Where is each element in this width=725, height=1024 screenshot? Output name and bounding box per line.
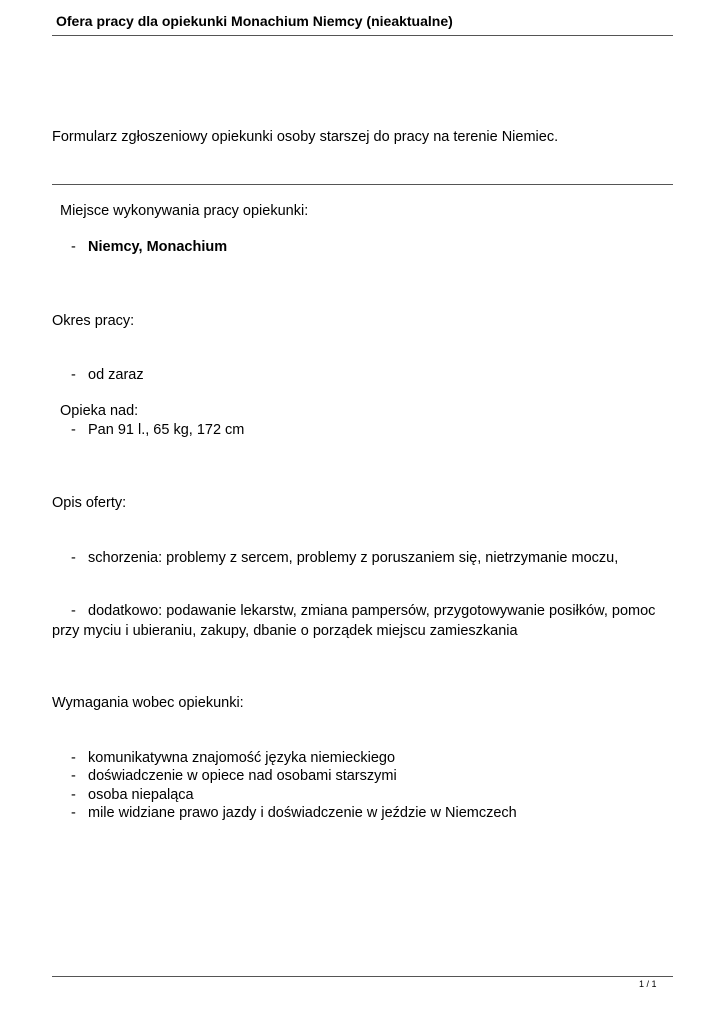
bullet-dash: -: [71, 787, 76, 803]
page-header-title: Ofera pracy dla opiekunki Monachium Niemcy (nieaktualne): [56, 13, 453, 29]
care-heading: Opieka nad:: [60, 403, 139, 419]
care-item: Pan 91 l., 65 kg, 172 cm: [88, 422, 245, 438]
period-heading: Okres pracy:: [52, 313, 135, 329]
intro-text: Formularz zgłoszeniowy opiekunki osoby starszej do pracy na terenie Niemiec.: [52, 129, 559, 145]
page-number: 1 / 1: [639, 979, 657, 989]
requirements-heading: Wymagania wobec opiekunki:: [52, 695, 244, 711]
bullet-dash: -: [71, 603, 76, 619]
requirement-item: mile widziane prawo jazdy i doświadczenie w jeździe w Niemczech: [88, 805, 517, 821]
requirement-item: osoba niepaląca: [88, 787, 194, 803]
intro-divider: [52, 184, 673, 185]
location-heading: Miejsce wykonywania pracy opiekunki:: [60, 203, 309, 219]
offer-item-duties-line1: dodatkowo: podawanie lekarstw, zmiana pampersów, przygotowywanie posiłków, pomoc: [88, 603, 656, 619]
header-divider: [52, 35, 673, 36]
requirement-item: doświadczenie w opiece nad osobami starszymi: [88, 768, 397, 784]
bullet-dash: -: [71, 367, 76, 383]
bullet-dash: -: [71, 550, 76, 566]
location-item: Niemcy, Monachium: [88, 239, 228, 255]
footer-divider: [52, 976, 673, 977]
bullet-dash: -: [71, 422, 76, 438]
bullet-dash: -: [71, 239, 76, 255]
period-item: od zaraz: [88, 367, 144, 383]
bullet-dash: -: [71, 750, 76, 766]
offer-item-duties-line2: przy myciu i ubieraniu, zakupy, dbanie o porządek miejscu zamieszkania: [52, 623, 518, 639]
bullet-dash: -: [71, 768, 76, 784]
requirement-item: komunikatywna znajomość języka niemieckiego: [88, 750, 396, 766]
offer-heading: Opis oferty:: [52, 495, 127, 511]
bullet-dash: -: [71, 805, 76, 821]
offer-item-conditions: schorzenia: problemy z sercem, problemy z poruszaniem się, nietrzymanie moczu,: [88, 550, 619, 566]
